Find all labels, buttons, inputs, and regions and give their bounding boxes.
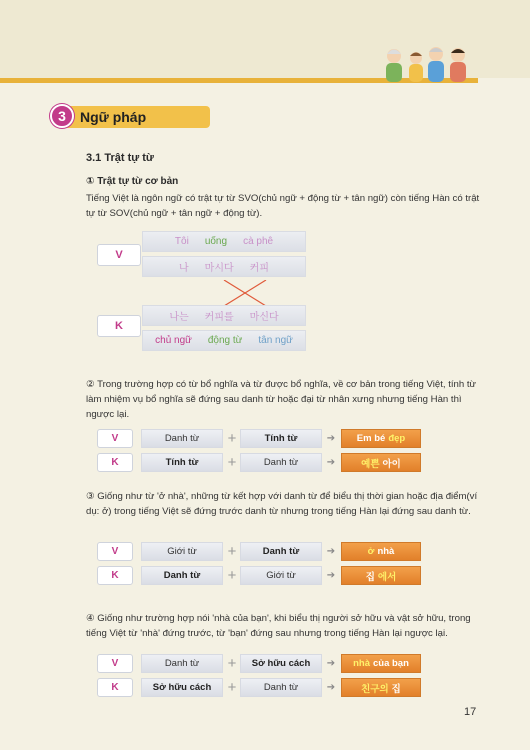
subsection-title: 3.1 Trật tự từ — [86, 152, 154, 164]
plus-icon: + — [227, 679, 237, 696]
arrow-right-icon: ➔ — [326, 682, 336, 693]
item4-k-result: 친구의 집 — [341, 678, 421, 697]
item1-title: ① Trật tự từ cơ bản — [86, 176, 179, 187]
word-na: 나 — [179, 263, 189, 274]
plus-icon: + — [227, 567, 237, 584]
plus-icon: + — [227, 430, 237, 447]
item4-v-label: V — [97, 654, 133, 673]
item3-k-cell-b: Giới từ — [240, 566, 322, 585]
page-number: 17 — [464, 706, 477, 718]
item2-k-result: 예쁜 아이 — [341, 453, 421, 472]
plus-icon: + — [227, 454, 237, 471]
arrow-right-icon: ➔ — [326, 658, 336, 669]
item2-v-cell-a: Danh từ — [141, 429, 223, 448]
item3-text: ③ Giống như từ 'ở nhà', những từ kết hợp với danh từ để biểu thị thời gian hoặc địa điểm(ví dụ: ở) trong tiếng Việt sẽ đứng trước danh từ nhưng trong tiếng Hàn lại đứng sau danh từ. — [86, 491, 478, 517]
item3-v-cell-b: Danh từ — [240, 542, 322, 561]
role-subject: chủ ngữ — [155, 335, 192, 346]
word-toi: Tôi — [174, 236, 189, 247]
word-keopi: 커피 — [249, 263, 269, 274]
item3-v-result: ở nhà — [341, 542, 421, 561]
diagram-vi-row — [142, 231, 306, 252]
item1-text: Tiếng Việt là ngôn ngữ có trật tự từ SVO(chủ ngữ + động từ + tân ngữ) còn tiếng Hàn có trật tự từ SOV(chủ ngữ + tân ngữ + động từ). — [86, 193, 480, 219]
role-verb: động từ — [207, 335, 243, 346]
item3-v-cell-a: Giới từ — [141, 542, 223, 561]
diagram-ko-v-row — [142, 256, 306, 277]
arrow-right-icon: ➔ — [326, 457, 336, 468]
plus-icon: + — [227, 655, 237, 672]
item2-text: ② Trong trường hợp có từ bổ nghĩa và từ được bổ nghĩa, về cơ bản trong tiếng Việt, tính từ làm nhiệm vụ bổ nghĩa sẽ đứng sau danh từ hoặc đại từ nhân xưng nhưng tiếng Hàn thì ngược lại. — [86, 379, 476, 420]
item2-k-cell-b: Danh từ — [240, 453, 322, 472]
diagram-k-label: K — [97, 315, 141, 337]
section-number-badge: 3 — [50, 104, 74, 128]
word-masinda: 마신다 — [249, 312, 279, 323]
item3-k-result: 집 에서 — [341, 566, 421, 585]
arrow-right-icon: ➔ — [326, 546, 336, 557]
word-naneun: 나는 — [169, 312, 189, 323]
item3-k-cell-a: Danh từ — [141, 566, 223, 585]
word-uong: uống — [204, 236, 228, 247]
word-keopireul: 커피를 — [204, 312, 234, 323]
family-illustration — [380, 42, 472, 82]
section-title: Ngữ pháp — [62, 106, 210, 128]
diagram-v-label: V — [97, 244, 141, 266]
role-object: tân ngữ — [258, 335, 293, 346]
item4-k-label: K — [97, 678, 133, 697]
word-ca-phe: cà phê — [243, 236, 274, 247]
item4-v-cell-b: Sở hữu cách — [240, 654, 322, 673]
item2-v-label: V — [97, 429, 133, 448]
diagram-ko-k-row — [142, 305, 306, 326]
item2-v-cell-b: Tính từ — [240, 429, 322, 448]
item4-v-cell-a: Danh từ — [141, 654, 223, 673]
item2-v-result: Em bé đẹp — [341, 429, 421, 448]
arrow-right-icon: ➔ — [326, 570, 336, 581]
arrow-right-icon: ➔ — [326, 433, 336, 444]
word-order-cross-lines — [142, 280, 306, 306]
section-heading — [50, 104, 210, 130]
item4-k-cell-a: Sở hữu cách — [141, 678, 223, 697]
item3-k-label: K — [97, 566, 133, 585]
item4-k-cell-b: Danh từ — [240, 678, 322, 697]
item2-k-label: K — [97, 453, 133, 472]
word-masida: 마시다 — [204, 263, 234, 274]
item2-k-cell-a: Tính từ — [141, 453, 223, 472]
item4-v-result: nhà của bạn — [341, 654, 421, 673]
plus-icon: + — [227, 543, 237, 560]
diagram-role-row — [142, 330, 306, 351]
item4-text: ④ Giống như trường hợp nói 'nhà của bạn', khi biểu thị người sở hữu và vật sở hữu, trong tiếng Việt từ 'nhà' đứng trước, từ 'bạn' đứng sau nhưng trong tiếng Hàn lại ngược lại. — [86, 613, 471, 639]
item3-v-label: V — [97, 542, 133, 561]
